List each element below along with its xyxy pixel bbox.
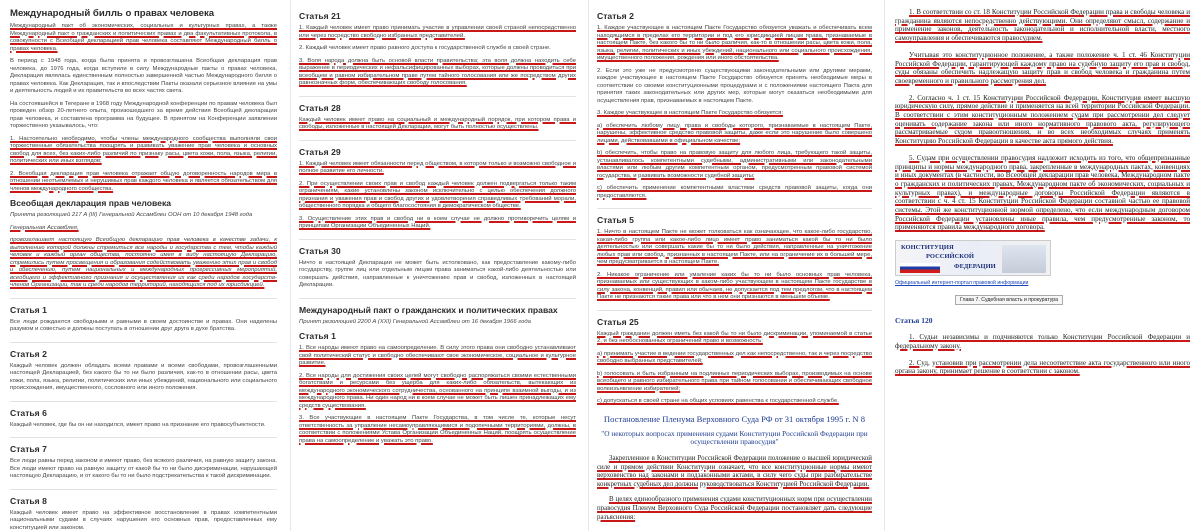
assembly-label: Генеральная Ассамблея, — [10, 224, 79, 231]
bill-title: Международный билль о правах человека — [10, 8, 215, 19]
divider — [10, 401, 277, 402]
article-text: 2. Если это уже не предусмотрено существующими законодательными или другими мерами, каждое участвующее в настоящем Пакте Государство обязуется принять необходимые меры в соответствии со своими конституционными процедурами и с положениями настоящего Пакта для принятия таких законодательных или других мер, которые могут оказаться необходимыми для осуществления прав, признаваемых в настоящем Пакте. — [597, 67, 872, 104]
article-text: 1. Каждое участвующее в настоящем Пакте Государство обязуется уважать и обеспечивать всем находящимся в пределах его территории и под его юрисдикцией лицам права, признаваемые в настоящем Пакте, без какого бы то ни было различия, как-то в отношении расы, цвета кожи, пола, языка, религии, политических и иных убеждений, национального или социального происхождения, имущественного положения, рождения или иного обстоятельства. — [597, 25, 872, 61]
article-text: 1. Каждый человек имеет право принимать участие в управлении своей страной непосредственно или через посредство свободно избранных представителей. — [299, 25, 576, 39]
decree-subtitle: "О некоторых вопросах применения судами Конституции Российской Федерации при осуществлении правосудия" — [601, 428, 868, 447]
ruling-paragraph-2: Учитывая это конституционное положение, а также положение ч. 1 ст. 46 Конституции Российской Федерации, гарантирующей каждому право на судебную защиту его прав и свобод, суды обязаны обеспечить надлежащую защиту прав и свобод человека и гражданина путем своевременного и правильного рассмотрения дел. — [895, 50, 1190, 85]
kremlin-image — [1002, 245, 1046, 273]
intro-paragraph-2: В период с 1948 года, когда была принята и провозглашена Всеобщая декларация прав человека, до 1976 года, когда вступили в силу Международные пакты о правах человека, Декларация являлась единственным полностью завершенной частью Международного билля о правах человека. Как Декларация, так и впоследствии Пакты оказали серьезное влияние на умы и деятельность людей и их правительств во всех частях света. — [10, 58, 277, 94]
ruling-paragraph-4: 5. Судам при осуществлении правосудия надлежит исходить из того, что общепризнанные принципы и нормы международного права, закрепленные в международных пактах, конвенциях и иных документах (в частности, во Всеобщей декларации прав человека, Международном пакте о гражданских и политических правах, Международном пакте об экономических, социальных и культурных правах), и международные договоры Российской Федерации являются в соответствии с ч. 4 ст. 15 Конституции Российской Федерации составной частью ее правовой системы. Этой же конституционной нормой определено, что если международным договором Российской Федерации установлены иные правила, чем предусмотренные законом, то применяются правила международного договора. — [895, 153, 1190, 232]
article-title: Статья 2 — [597, 11, 634, 21]
article-120-paragraph-2: 2. Суд, установив при рассмотрении дела несоответствие акта государственного или иного органа закону, принимает решение в соответствии с законом. — [895, 358, 1190, 376]
banner-title-line-2: РОССИЙСКОЙ — [926, 253, 974, 261]
pact-adopted: Принят резолюцией 2200 A (XXI) Генеральной Ассамблеи от 16 декабря 1966 года — [299, 318, 531, 325]
article-title: Статья 2 — [10, 348, 47, 359]
decree-title: Постановление Пленума Верховного Суда РФ от 31 октября 1995 г. N 8 — [603, 413, 866, 424]
column-supreme-court — [884, 0, 1200, 531]
article-title: Статья 29 — [299, 146, 341, 157]
chapter-button[interactable]: Глава 7. Судебная власть и прокуратура — [955, 295, 1063, 305]
decree-paragraph-2: В целях единообразного применения судами конституционных норм при осуществлении правосудия Пленум Верховного Суда Российской Федерации постановляет дать следующие разъяснения: — [597, 496, 872, 521]
constitution-banner[interactable] — [895, 240, 1051, 276]
proclaims-paragraph: провозглашает настоящую Всеобщую декларацию прав человека в качестве задачи, к выполнению которой должны стремиться все народы и государства с тем, чтобы каждый человек и каждый орган общества, постоянно имея в виду настоящую Декларацию, стремились путем просвещения и образования содействовать уважению этих прав и свобод и обеспечению, путем национальных и международных прогрессивных мероприятий, всеобщего и эффективного признания и осуществления их как среди народов государств-членов Организации, так и среди народов территорий, находящихся под их юрисдикцией. — [10, 237, 277, 288]
article-120-title: Статья 120 — [895, 316, 933, 326]
article-text: 1. Все народы имеют право на самоопределение. В силу этого права они свободно устанавливают свой политический статус и свободно обеспечивают свое экономическое, социальное и культурное развитие. — [299, 345, 576, 366]
article-title: Статья 5 — [597, 215, 634, 225]
article-text: Ничто в настоящей Декларации не может быть истолковано, как предоставление какому-либо государству, группе лиц или отдельным лицам права заниматься какой-либо деятельностью или совершать действия, направленные к уничтожению прав и свобод, изложенных в настоящей Декларации. — [299, 259, 576, 288]
declaration-adopted: Принята резолюцией 217 A (III) Генеральной Ассамблеи ООН от 10 декабря 1948 года — [10, 212, 253, 218]
article-title: Статья 6 — [10, 407, 47, 418]
banner-title-line-3: ФЕДЕРАЦИИ — [954, 263, 996, 271]
article-text: b) обеспечить, чтобы право на правовую защиту для любого лица, требующего такой защиты, устанавливалось компетентными судебными, административными или законодательными властями или любым другим компетентным органом, предусмотренным правовой системой государства, и развивать возможности судебной защиты; — [597, 150, 872, 179]
article-text: 2. Никакое ограничение или умаление каких бы то ни было основных прав человека, признаваемых или существующих в каком-либо участвующем в настоящем Пакте государстве в силу закона, конвенций, правил или обычаев, не допускается под тем предлогом, что в настоящем Пакте не признаются такие права или что в нем они признаются в меньшем объеме. — [597, 271, 872, 300]
article-text: a) принимать участие в ведении государственных дел как непосредственно, так и через посредство свободно выбранных представителей; — [597, 350, 872, 364]
decree-paragraph-1: Закрепленное в Конституции Российской Федерации положение о высшей юридической силе и прямом действии Конституции означает, что все конституционные нормы имеют верховенство над законами и подзаконными актами, в силу чего суды при разбирательстве конкретных судебных дел должны руководствоваться Конституцией Российской Федерации. — [597, 455, 872, 488]
column-universal-declaration — [0, 0, 285, 531]
article-text: 3. Осуществление этих прав и свобод ни в коем случае не должно противоречить целям и принципам Организации Объединенных Наций. — [299, 215, 576, 229]
article-text: 2. Каждый человек имеет право равного доступа к государственной службе в своей стране. — [299, 45, 551, 51]
article-text: c) допускаться в своей стране на общих условиях равенства к государственной службе. — [597, 398, 839, 404]
article-title: Статья 30 — [299, 245, 341, 256]
intro-paragraph-4: 1. Настоятельно необходимо, чтобы члены международного сообщества выполняли свои торжественные обязательства поощрять и развивать уважение прав человека и основных свобод для всех, без каких-либо различий по признаку расы, цвета кожи, пола, языка, религии, политических или иных взглядов; — [10, 135, 277, 164]
portal-link[interactable]: Официальный интернет-портал правовой информации — [895, 280, 1029, 287]
article-text: 3. Все участвующие в настоящем Пакте Государства, в том числе те, которые несут ответственность за управление несамоуправляющимися и подопечными территориями, должны, в соответствии с положениями Устава Организации Объединенных Наций, поощрять осуществление права на самоопределение и уважать это право. — [299, 415, 576, 444]
article-text: c) обеспечить применение компетентными властями средств правовой защиты, когда они предоставляются. — [597, 185, 872, 199]
divider — [299, 140, 576, 141]
intro-paragraph-1: Международный пакт об экономических, социальных и культурных правах, а также Международный пакт о гражданских и политических правах и два факультативных протокола, в совокупности с Всеобщей декларацией прав человека составляют Международный билль о правах человека. — [10, 23, 277, 52]
divider — [10, 437, 277, 438]
divider — [10, 298, 277, 299]
article-title: Статья 21 — [299, 11, 341, 21]
article-120-paragraph-1: 1. Судьи независимы и подчиняются только Конституции Российской Федерации и федеральному закону. — [895, 333, 1190, 350]
article-text: Каждый человек должен обладать всеми правами и всеми свободами, провозглашенными настоящей Декларацией, без какого бы то ни было различия, как-то в отношении расы, цвета кожи, пола, языка, религии, политических или иных убеждений, национального или социального происхождения, имущественного, сословного или иного положения. — [10, 362, 277, 391]
article-text: Все люди равны перед законом и имеют право, без всякого различия, на равную защиту закона. Все люди имеют право на равную защиту от какой бы то ни было дискриминации, нарушающей настоящую Декларацию, и от какого бы то ни было подстрекательства к такой дискриминации. — [10, 458, 277, 479]
divider — [597, 208, 872, 209]
intro-paragraph-3: На состоявшейся в Тегеране в 1968 году Международной конференции по правам человека был проведен обзор 20-летнего опыта, произошедшего за время действия Всеобщей декларации прав человека, и составлена программа на будущее. В принятом на Конференции заявлении торжественно указывалось, что: — [10, 100, 277, 129]
article-title: Статья 1 — [10, 304, 47, 315]
divider — [299, 298, 576, 299]
article-title: Статья 28 — [299, 102, 341, 113]
pact-title: Международный пакт о гражданских и политических правах — [299, 304, 558, 315]
russian-flag-icon — [900, 263, 940, 273]
ruling-paragraph-3: 2. Согласно ч. 1 ст. 15 Конституции Российской Федерации, Конституция имеет высшую юридическую силу, прямое действие и применяется на всей территории Российской Федерации. В соответствии с этим конституционным положением судам при рассмотрении дел следует оценивать содержание закона или иного нормативного правового акта, регулирующего рассматриваемые судом правоотношения, и во всех необходимых случаях применять Конституцию Российской Федерации в качестве акта прямого действия. — [895, 93, 1190, 146]
ruling-paragraph-1: 1. В соответствии со ст. 18 Конституции Российской Федерации права и свободы человека и гражданина являются непосредственно действующими. Они определяют смысл, содержание и применение законов, деятельность законодательной и исполнительной власти, местного самоуправления и обеспечиваются правосудием. — [895, 8, 1190, 43]
article-title: Статья 1 — [299, 331, 336, 341]
article-text: 3. Воля народа должна быть основой власти правительства; эта воля должна находить себе выражение в периодических и нефальсифицированных выборах, которые должны проводиться при всеобщем и равном избирательном праве путем тайного голосования или же посредством других равнозначных форм, обеспечивающих свободу голосования. — [299, 57, 576, 86]
article-text: Каждый человек имеет право на социальный и международный порядок, при котором права и свободы, изложенные в настоящей Декларации, могут быть полностью осуществлены. — [299, 116, 576, 130]
divider — [299, 239, 576, 240]
column-articles-21-30 — [290, 0, 582, 531]
article-text: Каждый человек имеет право на эффективное восстановление в правах компетентными национальными судами в случаях нарушения его основных прав, предоставленных ему конституцией или законом. — [10, 509, 277, 531]
intro-paragraph-5: 2. Всеобщая декларация прав человека отражает общую договоренность народов мира в отношении неотъемлемых и нерушимых прав каждого человека и является обязательством для членов международного сообщества. — [10, 170, 277, 192]
article-text: b) голосовать и быть избранным на подлинных периодических выборах, производимых на основе всеобщего и равного избирательного права при тайном голосовании и обеспечивающих свободное волеизъявление избирателей; — [597, 370, 872, 392]
column-pact-articles — [588, 0, 878, 531]
article-text: a) обеспечить любому лицу, права и свободы которого, признаваемые в настоящем Пакте, нарушены, эффективное средство правовой защиты, даже если это нарушение было совершено лицами, действовавшими в официальном качестве; — [597, 122, 872, 144]
article-text: 1. Ничто в настоящем Пакте не может толковаться как означающее, что какое-либо государство, какая-либо группа или какое-либо лицо имеет право заниматься какой бы то ни было деятельностью или совершать какие бы то ни было действия, направленные на уничтожение любых прав или свобод, признанных в настоящем Пакте, или на ограничение их в большей мере, чем предусматривается в настоящем Пакте. — [597, 229, 872, 265]
article-text: 2. При осуществлении своих прав и свобод каждый человек должен подвергаться только таким ограничениям, какие установлены законом исключительно с целью обеспечения должного признания и уважения прав и свобод других и удовлетворения справедливых требований морали, общественного порядка и общего благосостояния в демократическом обществе. — [299, 180, 576, 209]
divider — [299, 96, 576, 97]
article-text: Каждый гражданин должен иметь без какой бы то ни было дискриминации, упоминаемой в статье 2, и без необоснованных ограничений право и возможность: — [597, 330, 872, 344]
article-title: Статья 8 — [10, 495, 47, 506]
divider — [597, 310, 872, 311]
declaration-title: Всеобщая декларация прав человека — [10, 198, 172, 208]
divider — [10, 342, 277, 343]
article-text: 3. Каждое участвующее в настоящем Пакте Государство обязуется: — [597, 110, 783, 116]
banner-title-line-1: КОНСТИТУЦИЯ — [901, 244, 954, 252]
article-title: Статья 25 — [597, 316, 639, 327]
article-text: Все люди рождаются свободными и равными в своем достоинстве и правах. Они наделены разумом и совестью и должны поступать в отношении друг друга в духе братства. — [10, 318, 277, 332]
article-text: 1. Каждый человек имеет обязанности перед обществом, в котором только и возможно свободное и полное развитие его личности. — [299, 160, 576, 174]
article-text: Каждый человек, где бы он ни находился, имеет право на признание его правосубъектности. — [10, 421, 266, 428]
divider — [10, 489, 277, 490]
article-text: 2. Все народы для достижения своих целей могут свободно распоряжаться своими естественными богатствами и ресурсами без ущерба для каких-либо обязательств, вытекающих из международного экономического сотрудничества, основанного на принципе взаимной выгоды, и из международного права. Ни один народ ни в коем случае не может быть лишен принадлежащих ему средств существования. — [299, 372, 576, 409]
article-title: Статья 7 — [10, 444, 47, 454]
